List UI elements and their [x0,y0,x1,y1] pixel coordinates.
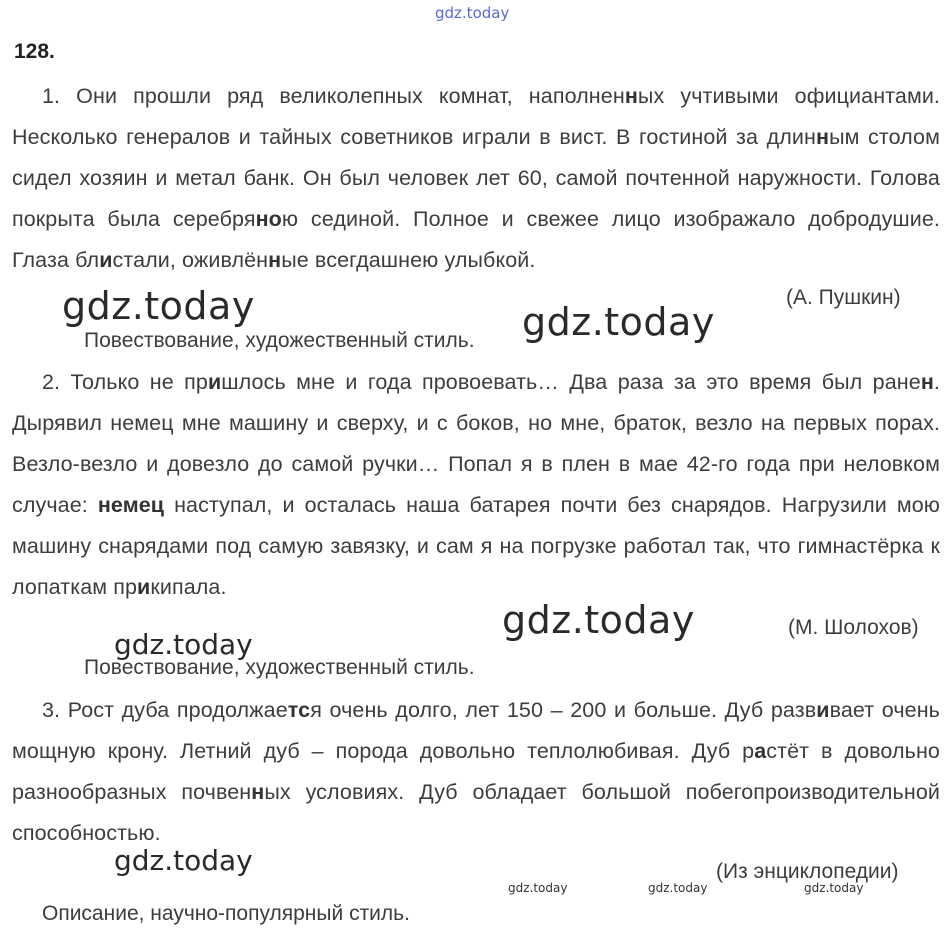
exercise-number: 128. [14,40,55,63]
text-2-paragraph [12,362,940,608]
watermark-top: gdz.today [435,4,510,22]
highlight-letter: и [816,698,830,722]
text-1-part: ых учтивыми официантами. Несколько генералов и тайных советников играли в вист. В гостиной за длин [12,84,941,149]
highlight-letter: и [99,248,113,272]
text-3-part: стёт в довольно разнообразных почвен [12,739,940,804]
text-1-part: стали, оживлён [112,248,269,272]
text-2-style: Повествование, художественный стиль. [84,656,475,679]
text-1-author: (А. Пушкин) [786,286,901,309]
watermark: gdz.today [62,284,255,328]
highlight-word: немец [97,493,165,517]
text-3-part: ых условиях. Дуб обладает большой побегопроизводительной способностью. [12,780,940,845]
highlight-letter: н [624,84,638,108]
text-1-paragraph [12,76,940,281]
text-1-style: Повествование, художественный стиль. [84,329,475,352]
highlight-letter: а [754,739,767,763]
watermark: gdz.today [114,628,253,661]
watermark-small: gdz.today [508,881,568,895]
highlight-letter: и [207,370,222,394]
highlight-letter: но [255,207,282,231]
highlight-letter: н [268,248,282,272]
text-1-part: 1. Они прошли ряд великолепных комнат, наполнен [42,84,625,108]
watermark: gdz.today [502,598,695,642]
text-2-part: . Дырявил немец мне машину и сверху, и с боков, но мне, браток, везло на первых порах. Везло-везло и довезло до самой ручки… Попал я в плен в мае 42-го года при неловком случае: [12,370,940,517]
text-3-part: вает очень мощную крону. Летний дуб – порода довольно теплолюбивая. Дуб р [12,698,940,763]
text-3-author: (Из энциклопедии) [716,860,899,883]
highlight-letter: н [920,370,934,394]
text-2-author: (М. Шолохов) [788,616,919,639]
highlight-letter: и [137,575,151,599]
text-3-part: 3. Рост дуба продолжае [42,698,288,722]
watermark-small: gdz.today [804,881,864,895]
text-2-part: наступал, и осталась наша батарея почти без снарядов. Нагрузили мою машину снарядами под самую завязку, и сам я на погрузке работал так, что гимнастёрка к лопаткам пр [12,493,940,599]
highlight-letters: тс [287,698,311,722]
text-3-style: Описание, научно-популярный стиль. [42,902,410,925]
text-1-part: ю сединой. Полное и свежее лицо изображало добродушие. Глаза бл [12,207,941,272]
watermark: gdz.today [114,844,253,877]
text-3-part: я очень долго, лет 150 – 200 и больше. Дуб разв [310,698,817,722]
text-3-paragraph [12,690,940,854]
watermark: gdz.today [522,300,715,344]
text-1-part: ые всегдашнею улыбкой. [281,248,536,272]
text-2-part: кипала. [150,575,227,599]
text-1-part: ым столом сидел хозяин и метал банк. Он был человек лет 60, самой почтенной наружности. Голова покрыта была серебря [12,125,940,231]
text-2-part: 2. Только не пр [42,370,208,394]
highlight-letter: н [815,125,830,149]
highlight-letter: н [251,780,265,804]
watermark-small: gdz.today [648,881,708,895]
text-2-part: шлось мне и года провоевать… Два раза за это время был ране [221,370,921,394]
